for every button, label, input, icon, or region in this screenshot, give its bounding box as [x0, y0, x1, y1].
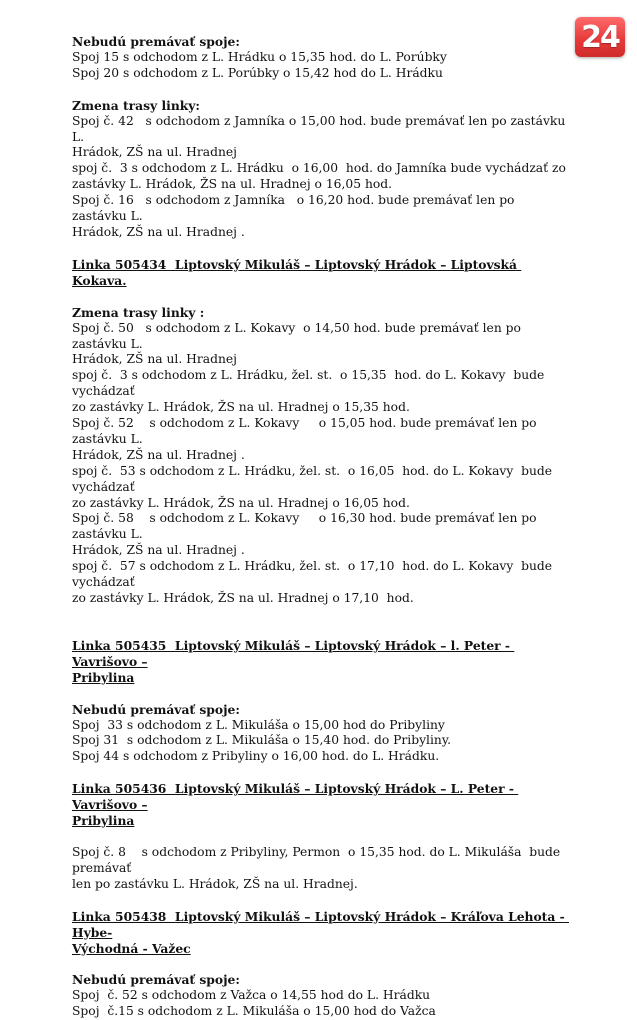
text-line: Spoj 31 s odchodom z L. Mikuláša o 15,40 hod. do Pribyliny. — [72, 733, 452, 748]
text-line: Hrádok, ZŠ na ul. Hradnej . — [72, 224, 245, 239]
section-heading: Zmena trasy linky : — [72, 304, 205, 320]
text-line: Spoj č. 58 s odchodom z L. Kokavy o 16,30 hod. bude premávať len po zastávku L. — [72, 511, 541, 542]
logo-text: 24 — [581, 19, 619, 55]
text-line: zastávky L. Hrádok, ŽS na ul. Hradnej o 16,05 hod. — [72, 177, 393, 192]
text-line: Spoj č. 50 s odchodom z L. Kokavy o 14,50 hod. bude premávať len po zastávku L. — [72, 320, 525, 351]
site-logo[interactable] — [575, 17, 625, 57]
text-line: zo zastávky L. Hrádok, ŽS na ul. Hradnej o 15,35 hod. — [72, 400, 410, 415]
text-line: Spoj č. 42 s odchodom z Jamníka o 15,00 hod. bude premávať len po zastávku L. — [72, 113, 570, 144]
text-line: Hrádok, ZŠ na ul. Hradnej . — [72, 543, 245, 558]
text-line: Spoj 33 s odchodom z L. Mikuláša o 15,00 hod do Pribyliny — [72, 717, 445, 732]
text-line: Spoj č.15 s odchodom z L. Mikuláša o 15,00 hod do Važca — [72, 1004, 436, 1019]
text-line: Hrádok, ZŠ na ul. Hradnej — [72, 352, 237, 367]
line-heading: Linka 505434 Liptovský Mikuláš – Liptovský Hrádok – Liptovská Kokava. — [72, 256, 522, 288]
text-line: spoj č. 3 s odchodom z L. Hrádku, žel. st. o 15,35 hod. do L. Kokavy bude vychádzať — [72, 368, 549, 399]
line-heading: Východná - Važec — [72, 940, 191, 956]
text-line: zo zastávky L. Hrádok, ŽS na ul. Hradnej o 17,10 hod. — [72, 591, 414, 605]
text-line: Hrádok, ZŠ na ul. Hradnej — [72, 145, 237, 160]
line-heading: Linka 505438 Liptovský Mikuláš – Liptovský Hrádok – Kráľova Lehota - Hybe- — [72, 908, 569, 940]
line-heading: Linka 505435 Liptovský Mikuláš – Liptovský Hrádok – l. Peter - Vavrišovo – — [72, 637, 515, 669]
line-heading: Linka 505436 Liptovský Mikuláš – Liptovský Hrádok – L. Peter - Vavrišovo – — [72, 781, 519, 813]
text-line: zo zastávky L. Hrádok, ŽS na ul. Hradnej o 16,05 hod. — [72, 495, 410, 510]
line-heading: Pribylina — [72, 669, 135, 685]
text-line: Spoj č. 16 s odchodom z Jamníka o 16,20 hod. bude premávať len po zastávku L. — [72, 193, 519, 224]
text-line: spoj č. 53 s odchodom z L. Hrádku, žel. st. o 16,05 hod. do L. Kokavy bude vychádzať — [72, 463, 557, 494]
text-line: Hrádok, ZŠ na ul. Hradnej . — [72, 447, 245, 462]
text-line: Spoj 20 s odchodom z L. Porúbky o 15,42 hod do L. Hrádku — [72, 65, 443, 80]
section-heading: Nebudú premávať spoje: — [72, 701, 240, 717]
text-line: spoj č. 57 s odchodom z L. Hrádku, žel. st. o 17,10 hod. do L. Kokavy bude vychádzať — [72, 559, 557, 590]
text-line: Spoj č. 8 s odchodom z Pribyliny, Permon o 15,35 hod. do L. Mikuláša bude premávať — [72, 844, 565, 875]
line-heading: Pribylina — [72, 813, 135, 829]
section-heading: Zmena trasy linky: — [72, 97, 200, 113]
text-line: Spoj č. 52 s odchodom z Važca o 14,55 hod do L. Hrádku — [72, 988, 431, 1003]
section-heading: Nebudú premávať spoje: — [72, 972, 240, 988]
text-line: len po zastávku L. Hrádok, ZŠ na ul. Hradnej. — [72, 876, 358, 891]
text-line: Spoj 15 s odchodom z L. Hrádku o 15,35 hod. do L. Porúbky — [72, 49, 447, 64]
text-line: spoj č. 3 s odchodom z L. Hrádku o 16,00 hod. do Jamníka bude vychádzať zo — [72, 161, 566, 176]
section-heading: Nebudú premávať spoje: — [72, 34, 240, 49]
text-line: Spoj 44 s odchodom z Pribyliny o 16,00 hod. do L. Hrádku. — [72, 749, 440, 764]
document-body — [72, 34, 572, 1020]
text-line: Spoj č. 52 s odchodom z L. Kokavy o 15,05 hod. bude premávať len po zastávku L. — [72, 416, 541, 446]
